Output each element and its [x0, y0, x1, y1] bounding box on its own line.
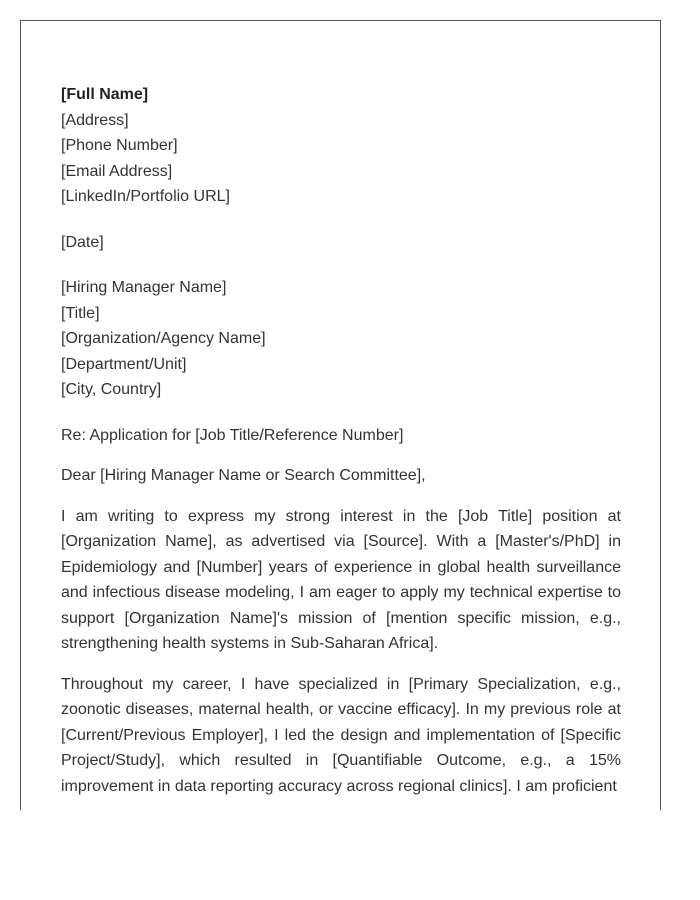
recipient-block: [61, 275, 621, 403]
salutation: Dear [Hiring Manager Name or Search Committee],: [61, 467, 426, 484]
subject-block: [61, 423, 621, 449]
body-paragraph-2: Throughout my career, I have specialized in [Primary Specialization, e.g., zoonotic diseases, maternal health, or vaccine efficacy]. In my previous role at [Current/Previous Employer], I led the design and implementation of [Specific Project/Study], which resulted in [Quantifiable Outcome, e.g., a 15% improvement in data reporting accuracy across regional clinics]. I am proficient: [61, 675, 621, 795]
sender-full-name: [Full Name]: [61, 86, 149, 103]
salutation-block: [61, 463, 621, 489]
sender-phone: [Phone Number]: [61, 137, 178, 154]
body-paragraph-1: I am writing to express my strong interest in the [Job Title] position at [Organization Name], as advertised via [Source]. With a [Master's/PhD] in Epidemiology and [Number] years of experience in global health surveillance and infectious disease modeling, I am eager to apply my technical expertise to support [Organization Name]'s mission of [mention specific mission, e.g., strengthening health systems in Sub-Saharan Africa].: [61, 507, 621, 652]
recipient-organization: [Organization/Agency Name]: [61, 330, 266, 347]
subject-line: Re: Application for [Job Title/Reference Number]: [61, 426, 404, 444]
letter-content: [61, 82, 621, 799]
sender-block: [61, 82, 621, 210]
recipient-location: [City, Country]: [61, 381, 162, 398]
recipient-title: [Title]: [61, 304, 100, 322]
date-block: [61, 230, 621, 256]
sender-url: [LinkedIn/Portfolio URL]: [61, 188, 230, 205]
letter-date: [Date]: [61, 233, 104, 251]
recipient-name: [Hiring Manager Name]: [61, 279, 227, 296]
sender-email: [Email Address]: [61, 162, 173, 180]
letter-page: [20, 20, 661, 810]
sender-address: [Address]: [61, 111, 129, 129]
recipient-department: [Department/Unit]: [61, 355, 187, 373]
